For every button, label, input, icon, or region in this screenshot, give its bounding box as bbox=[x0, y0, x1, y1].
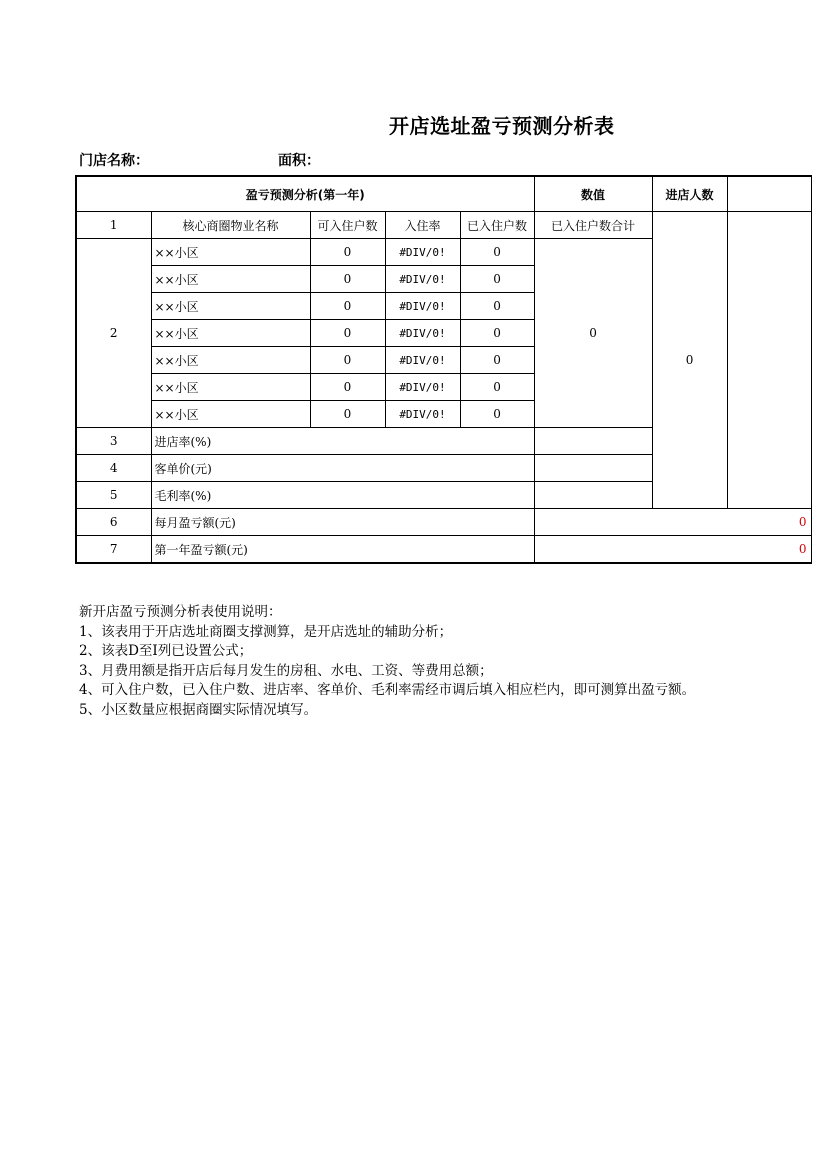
community-name[interactable]: ××小区 bbox=[151, 401, 310, 428]
row-number: 6 bbox=[76, 509, 151, 536]
community-rate[interactable]: #DIV/0! bbox=[385, 374, 460, 401]
community-occupied[interactable]: 0 bbox=[460, 320, 534, 347]
community-rate[interactable]: #DIV/0! bbox=[385, 293, 460, 320]
community-name[interactable]: ××小区 bbox=[151, 374, 310, 401]
visit-rate-label: 进店率(%) bbox=[151, 428, 534, 455]
header-extra bbox=[727, 176, 811, 212]
community-rate[interactable]: #DIV/0! bbox=[385, 266, 460, 293]
gross-margin-label: 毛利率(%) bbox=[151, 482, 534, 509]
annual-profit-label: 第一年盈亏额(元) bbox=[151, 536, 534, 564]
table-row bbox=[76, 509, 811, 536]
community-occupied[interactable]: 0 bbox=[460, 239, 534, 266]
col-occupied-header: 已入住户数 bbox=[460, 212, 534, 239]
store-name-label: 门店名称： bbox=[79, 153, 149, 169]
community-rate[interactable]: #DIV/0! bbox=[385, 320, 460, 347]
community-occupied[interactable]: 0 bbox=[460, 374, 534, 401]
note-item: 3、月费用额是指开店后每月发生的房租、水电、工资、等费用总额； bbox=[79, 662, 493, 679]
col-total-header: 已入住户数合计 bbox=[534, 212, 652, 239]
row-number: 3 bbox=[76, 428, 151, 455]
area-label: 面积： bbox=[278, 153, 320, 169]
note-item: 4、可入住户数，已入住户数、进店率、客单价、毛利率需经市调后填入相应栏内，即可测算出盈亏额。 bbox=[79, 682, 696, 698]
row-number: 2 bbox=[76, 239, 151, 428]
notes-heading: 新开店盈亏预测分析表使用说明： bbox=[79, 604, 282, 620]
analysis-table bbox=[75, 175, 812, 564]
col-available-header: 可入住户数 bbox=[310, 212, 385, 239]
row-number: 7 bbox=[76, 536, 151, 564]
community-available[interactable]: 0 bbox=[310, 347, 385, 374]
analysis-table-region bbox=[75, 175, 807, 573]
page-title: 开店选址盈亏预测分析表 bbox=[389, 114, 615, 138]
community-occupied[interactable]: 0 bbox=[460, 347, 534, 374]
note-item: 5、小区数量应根据商圈实际情况填写。 bbox=[79, 701, 318, 718]
visitors-value[interactable]: 0 bbox=[652, 212, 727, 509]
table-row bbox=[76, 212, 811, 239]
community-name[interactable]: ××小区 bbox=[151, 266, 310, 293]
community-available[interactable]: 0 bbox=[310, 293, 385, 320]
community-occupied[interactable]: 0 bbox=[460, 293, 534, 320]
community-available[interactable]: 0 bbox=[310, 320, 385, 347]
community-available[interactable]: 0 bbox=[310, 401, 385, 428]
col-name-header: 核心商圈物业名称 bbox=[151, 212, 310, 239]
community-name[interactable]: ××小区 bbox=[151, 347, 310, 374]
community-available[interactable]: 0 bbox=[310, 374, 385, 401]
community-name[interactable]: ××小区 bbox=[151, 320, 310, 347]
occupied-total[interactable]: 0 bbox=[534, 239, 652, 428]
note-item: 1、该表用于开店选址商圈支撑测算，是开店选址的辅助分析； bbox=[79, 623, 453, 640]
community-rate[interactable]: #DIV/0! bbox=[385, 239, 460, 266]
row-number: 1 bbox=[76, 212, 151, 239]
usage-notes bbox=[79, 603, 827, 720]
row-number: 5 bbox=[76, 482, 151, 509]
header-visitors: 进店人数 bbox=[652, 176, 727, 212]
header-analysis: 盈亏预测分析(第一年) bbox=[76, 176, 534, 212]
community-available[interactable]: 0 bbox=[310, 239, 385, 266]
community-rate[interactable]: #DIV/0! bbox=[385, 347, 460, 374]
unit-price-value[interactable] bbox=[534, 455, 652, 482]
unit-price-label: 客单价(元) bbox=[151, 455, 534, 482]
monthly-profit-label: 每月盈亏额(元) bbox=[151, 509, 534, 536]
table-header-row bbox=[76, 176, 811, 212]
monthly-profit-value[interactable]: 0 bbox=[534, 509, 811, 536]
community-occupied[interactable]: 0 bbox=[460, 401, 534, 428]
row-number: 4 bbox=[76, 455, 151, 482]
extra-cell bbox=[727, 212, 811, 509]
community-name[interactable]: ××小区 bbox=[151, 293, 310, 320]
community-occupied[interactable]: 0 bbox=[460, 266, 534, 293]
header-value: 数值 bbox=[534, 176, 652, 212]
community-rate[interactable]: #DIV/0! bbox=[385, 401, 460, 428]
col-occupancy-header: 入住率 bbox=[385, 212, 460, 239]
annual-profit-value[interactable]: 0 bbox=[534, 536, 811, 564]
visit-rate-value[interactable] bbox=[534, 428, 652, 455]
community-available[interactable]: 0 bbox=[310, 266, 385, 293]
gross-margin-value[interactable] bbox=[534, 482, 652, 509]
community-name[interactable]: ××小区 bbox=[151, 239, 310, 266]
table-row bbox=[76, 536, 811, 564]
note-item: 2、该表D至I列已设置公式； bbox=[79, 643, 253, 659]
